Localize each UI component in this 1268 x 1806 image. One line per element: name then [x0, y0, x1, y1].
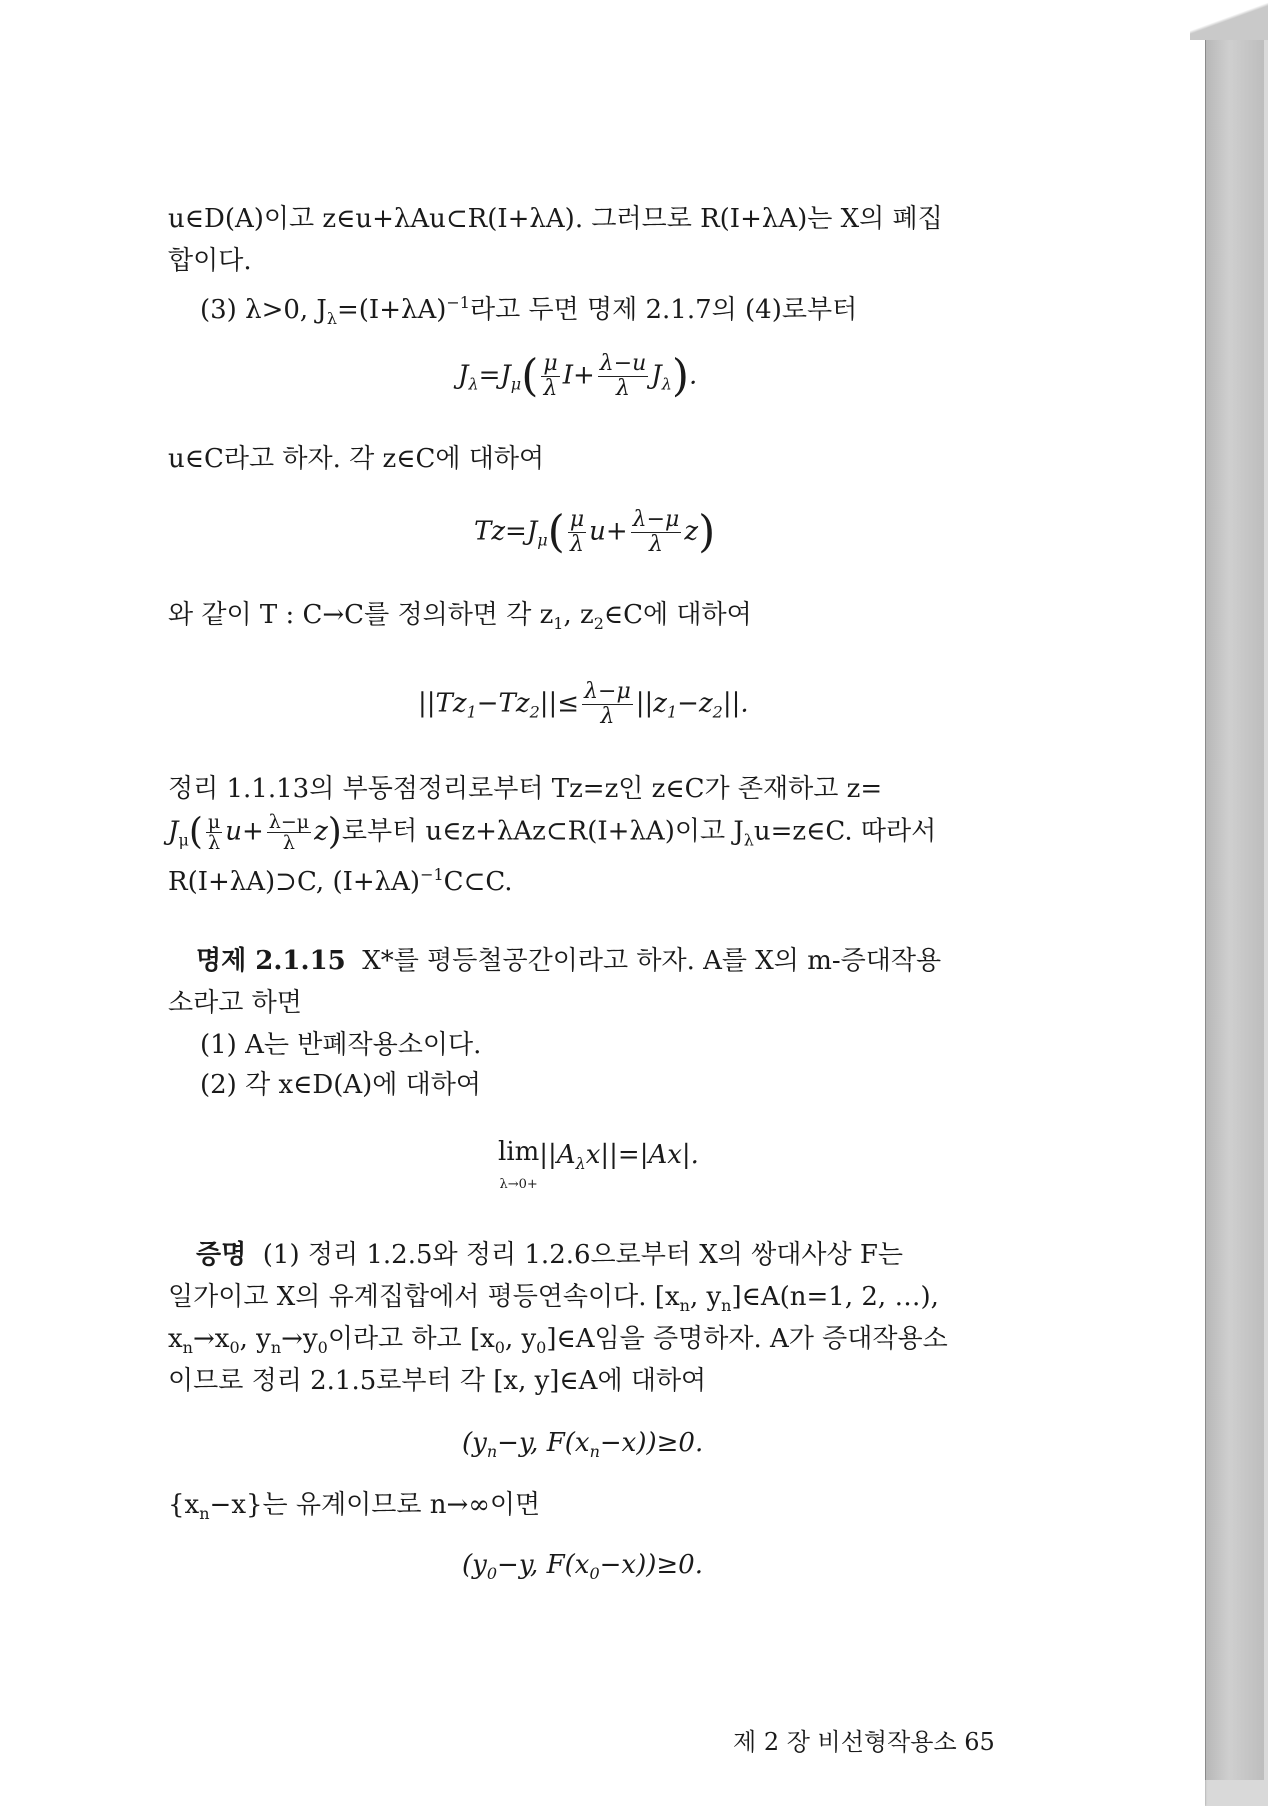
proposition-line-2: 소라고 하면 [168, 988, 302, 1018]
text-line-8: R(I+λA)⊃C, $(I+\lambda A)^{-1}C\subset C$. [168, 865, 513, 897]
equation-resolvent: $J_\lambda=J_\mu$( $\frac{\mu}{\lambda}$ I+ $\frac{\lambda-u}{\lambda}$ $J_\lambda$). [458, 350, 698, 402]
proof-line-4: 이므로 정리 2.1.5로부터 각 [x, y]∈A에 대하여 [168, 1366, 707, 1396]
text-line-2: 합이다. [168, 246, 252, 276]
proposition-line-1: 명제 2.1.15 X*를 평등철공간이라고 하자. A를 X의 m-증대작용 [196, 946, 942, 976]
text-line-6: 정리 1.1.13의 부동점정리로부터 Tz=z인 z∈C가 존재하고 z= [168, 774, 883, 804]
proof-heading: 증명 [196, 1240, 247, 1270]
text-line-5: 와 같이 T : C→C를 정의하면 각 $z_1$, $z_2\in C$에 대하여 [168, 600, 752, 633]
proof-line-3: $x_n\to x_0$, $y_n\to y_0$이라고 하고 [$x_0$, $y_0]\in A$임을 증명하자. A가 증대작용소 [168, 1324, 948, 1357]
text-line-4: u∈C라고 하자. 각 z∈C에 대하여 [168, 444, 545, 474]
proposition-item-2: (2) 각 x∈D(A)에 대하여 [200, 1070, 482, 1100]
text-line-1: u∈D(A)이고 z∈u+λAu⊂R(I+λA). 그러므로 R(I+λA)는 X의 폐집 [168, 204, 943, 234]
text-line-3: (3) λ>0, $J_\lambda=(I+\lambda A)^{-1}$라고 두면 명제 2.1.7의 (4)로부터 [200, 293, 858, 328]
book-edge [1205, 30, 1264, 1780]
proof-line-1: 증명 (1) 정리 1.2.5와 정리 1.2.6으로부터 X의 쌍대사상 F는 [196, 1240, 904, 1270]
proof-line-2: 일가이고 X의 유계집합에서 평등연속이다. [$x_n$, $y_n]\in A(n=1$, 2, …), [168, 1282, 939, 1315]
text-line-9: $\{x_n-x\}$는 유계이므로 n→∞이면 [168, 1490, 541, 1523]
text-line-7: $J_\mu$( $\frac{\mu}{\lambda}$ u+ $\frac{\lambda-\mu}{\lambda}$ z)로부터 u∈z+λAz⊂R(I+λA)이고 $J_\lambda u=z\in C$. 따라서 [168, 811, 937, 854]
equation-limit: lim $\lambda\to 0+||A_\lambda x||=|Ax|$. [498, 1137, 699, 1192]
equation-contraction: $||Tz_1-Tz_2||\le$ $\frac{\lambda-\mu}{\lambda}$ $||z_1-z_2||$. [418, 679, 749, 729]
equation-monotone-limit: ($y_0-y$, $F(x_0-x))\ge 0$. [462, 1550, 703, 1583]
page-corner [1190, 0, 1268, 40]
page-footer: 제 2 장 비선형작용소 65 [733, 1728, 995, 1756]
equation-monotone: ($y_n-y$, $F(x_n-x))\ge 0$. [462, 1428, 704, 1461]
equation-T-definition: $Tz=J_\mu$( $\frac{\mu}{\lambda}$ u+ $\frac{\lambda-\mu}{\lambda}$ z) [474, 506, 716, 558]
proposition-item-1: (1) A는 반폐작용소이다. [200, 1030, 482, 1060]
proposition-heading: 명제 2.1.15 [196, 946, 346, 976]
